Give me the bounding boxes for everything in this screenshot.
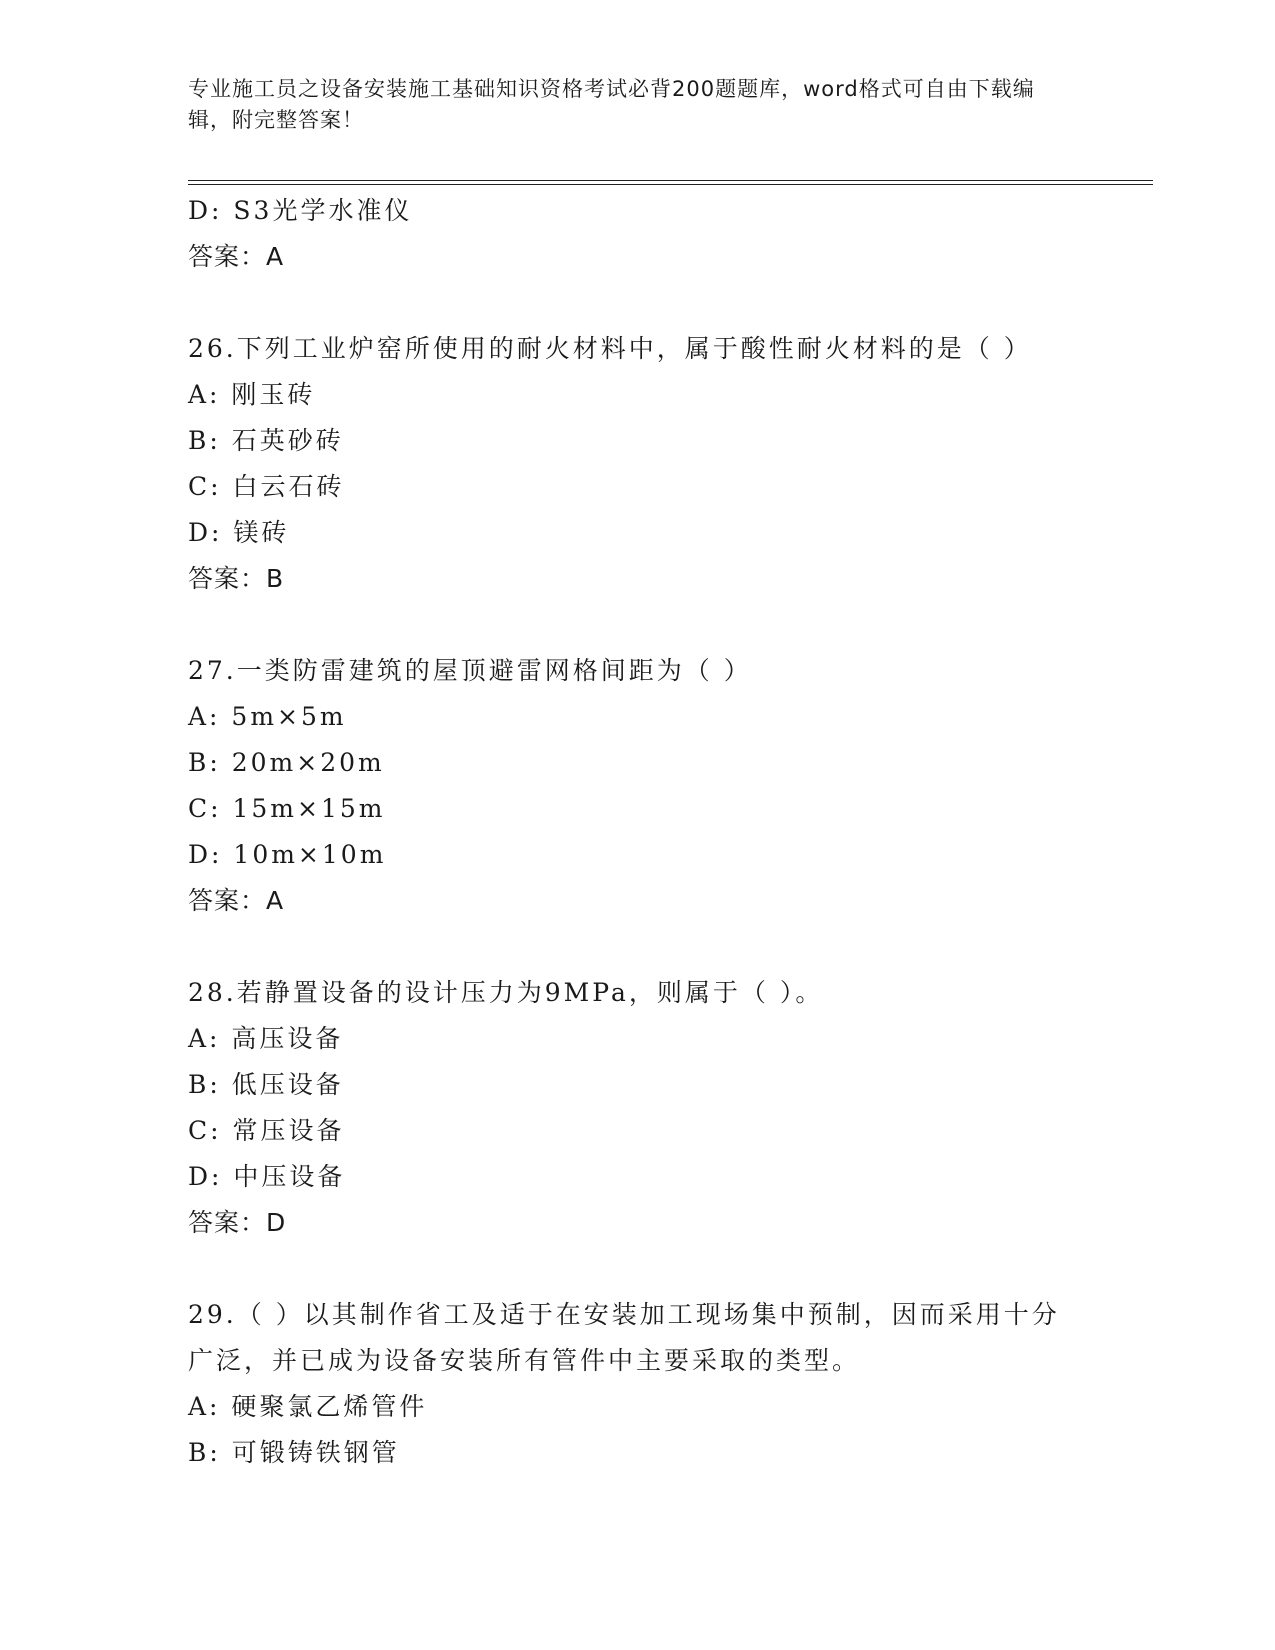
header-rule-top: [188, 180, 1153, 181]
document-body: [188, 188, 1068, 1476]
option-b: B: 低压设备: [188, 1070, 344, 1099]
answer: 答案：A: [188, 242, 285, 271]
question-text: 29.（ ）以其制作省工及适于在安装加工现场集中预制，因而采用十分广泛，并已成为设备安装所有管件中主要采取的类型。: [188, 1300, 1060, 1375]
option-c: C: 常压设备: [188, 1116, 345, 1145]
option-c: C: 白云石砖: [188, 472, 345, 501]
answer: 答案：A: [188, 886, 285, 915]
question-text: 26.下列工业炉窑所使用的耐火材料中，属于酸性耐火材料的是（ ）: [188, 334, 1032, 363]
question-text: 28.若静置设备的设计压力为9MPa，则属于（ ）。: [188, 978, 824, 1007]
option-b: B: 可锻铸铁钢管: [188, 1438, 400, 1467]
option-a: A: 高压设备: [188, 1024, 344, 1053]
option-d: D: 10m×10m: [188, 840, 387, 869]
question-text: 27.一类防雷建筑的屋顶避雷网格间距为（ ）: [188, 656, 752, 685]
option-b: B: 石英砂砖: [188, 426, 344, 455]
header-rule-bottom: [188, 184, 1153, 185]
option-d: D: 镁砖: [188, 518, 290, 547]
option-a: A: 硬聚氯乙烯管件: [188, 1392, 428, 1421]
option-d: D: S3光学水准仪: [188, 196, 413, 225]
option-a: A: 5m×5m: [188, 702, 347, 731]
answer: 答案：B: [188, 564, 285, 593]
previous-question-tail: [188, 188, 1068, 280]
answer: 答案：D: [188, 1208, 287, 1237]
option-d: D: 中压设备: [188, 1162, 346, 1191]
option-b: B: 20m×20m: [188, 748, 385, 777]
option-c: C: 15m×15m: [188, 794, 386, 823]
question-29: [188, 1292, 1068, 1476]
question-28: [188, 970, 1068, 1246]
document-header: 专业施工员之设备安装施工基础知识资格考试必背200题题库，word格式可自由下载编辑，附完整答案！: [188, 77, 1035, 132]
option-a: A: 刚玉砖: [188, 380, 316, 409]
question-26: [188, 326, 1068, 602]
question-27: [188, 648, 1068, 924]
